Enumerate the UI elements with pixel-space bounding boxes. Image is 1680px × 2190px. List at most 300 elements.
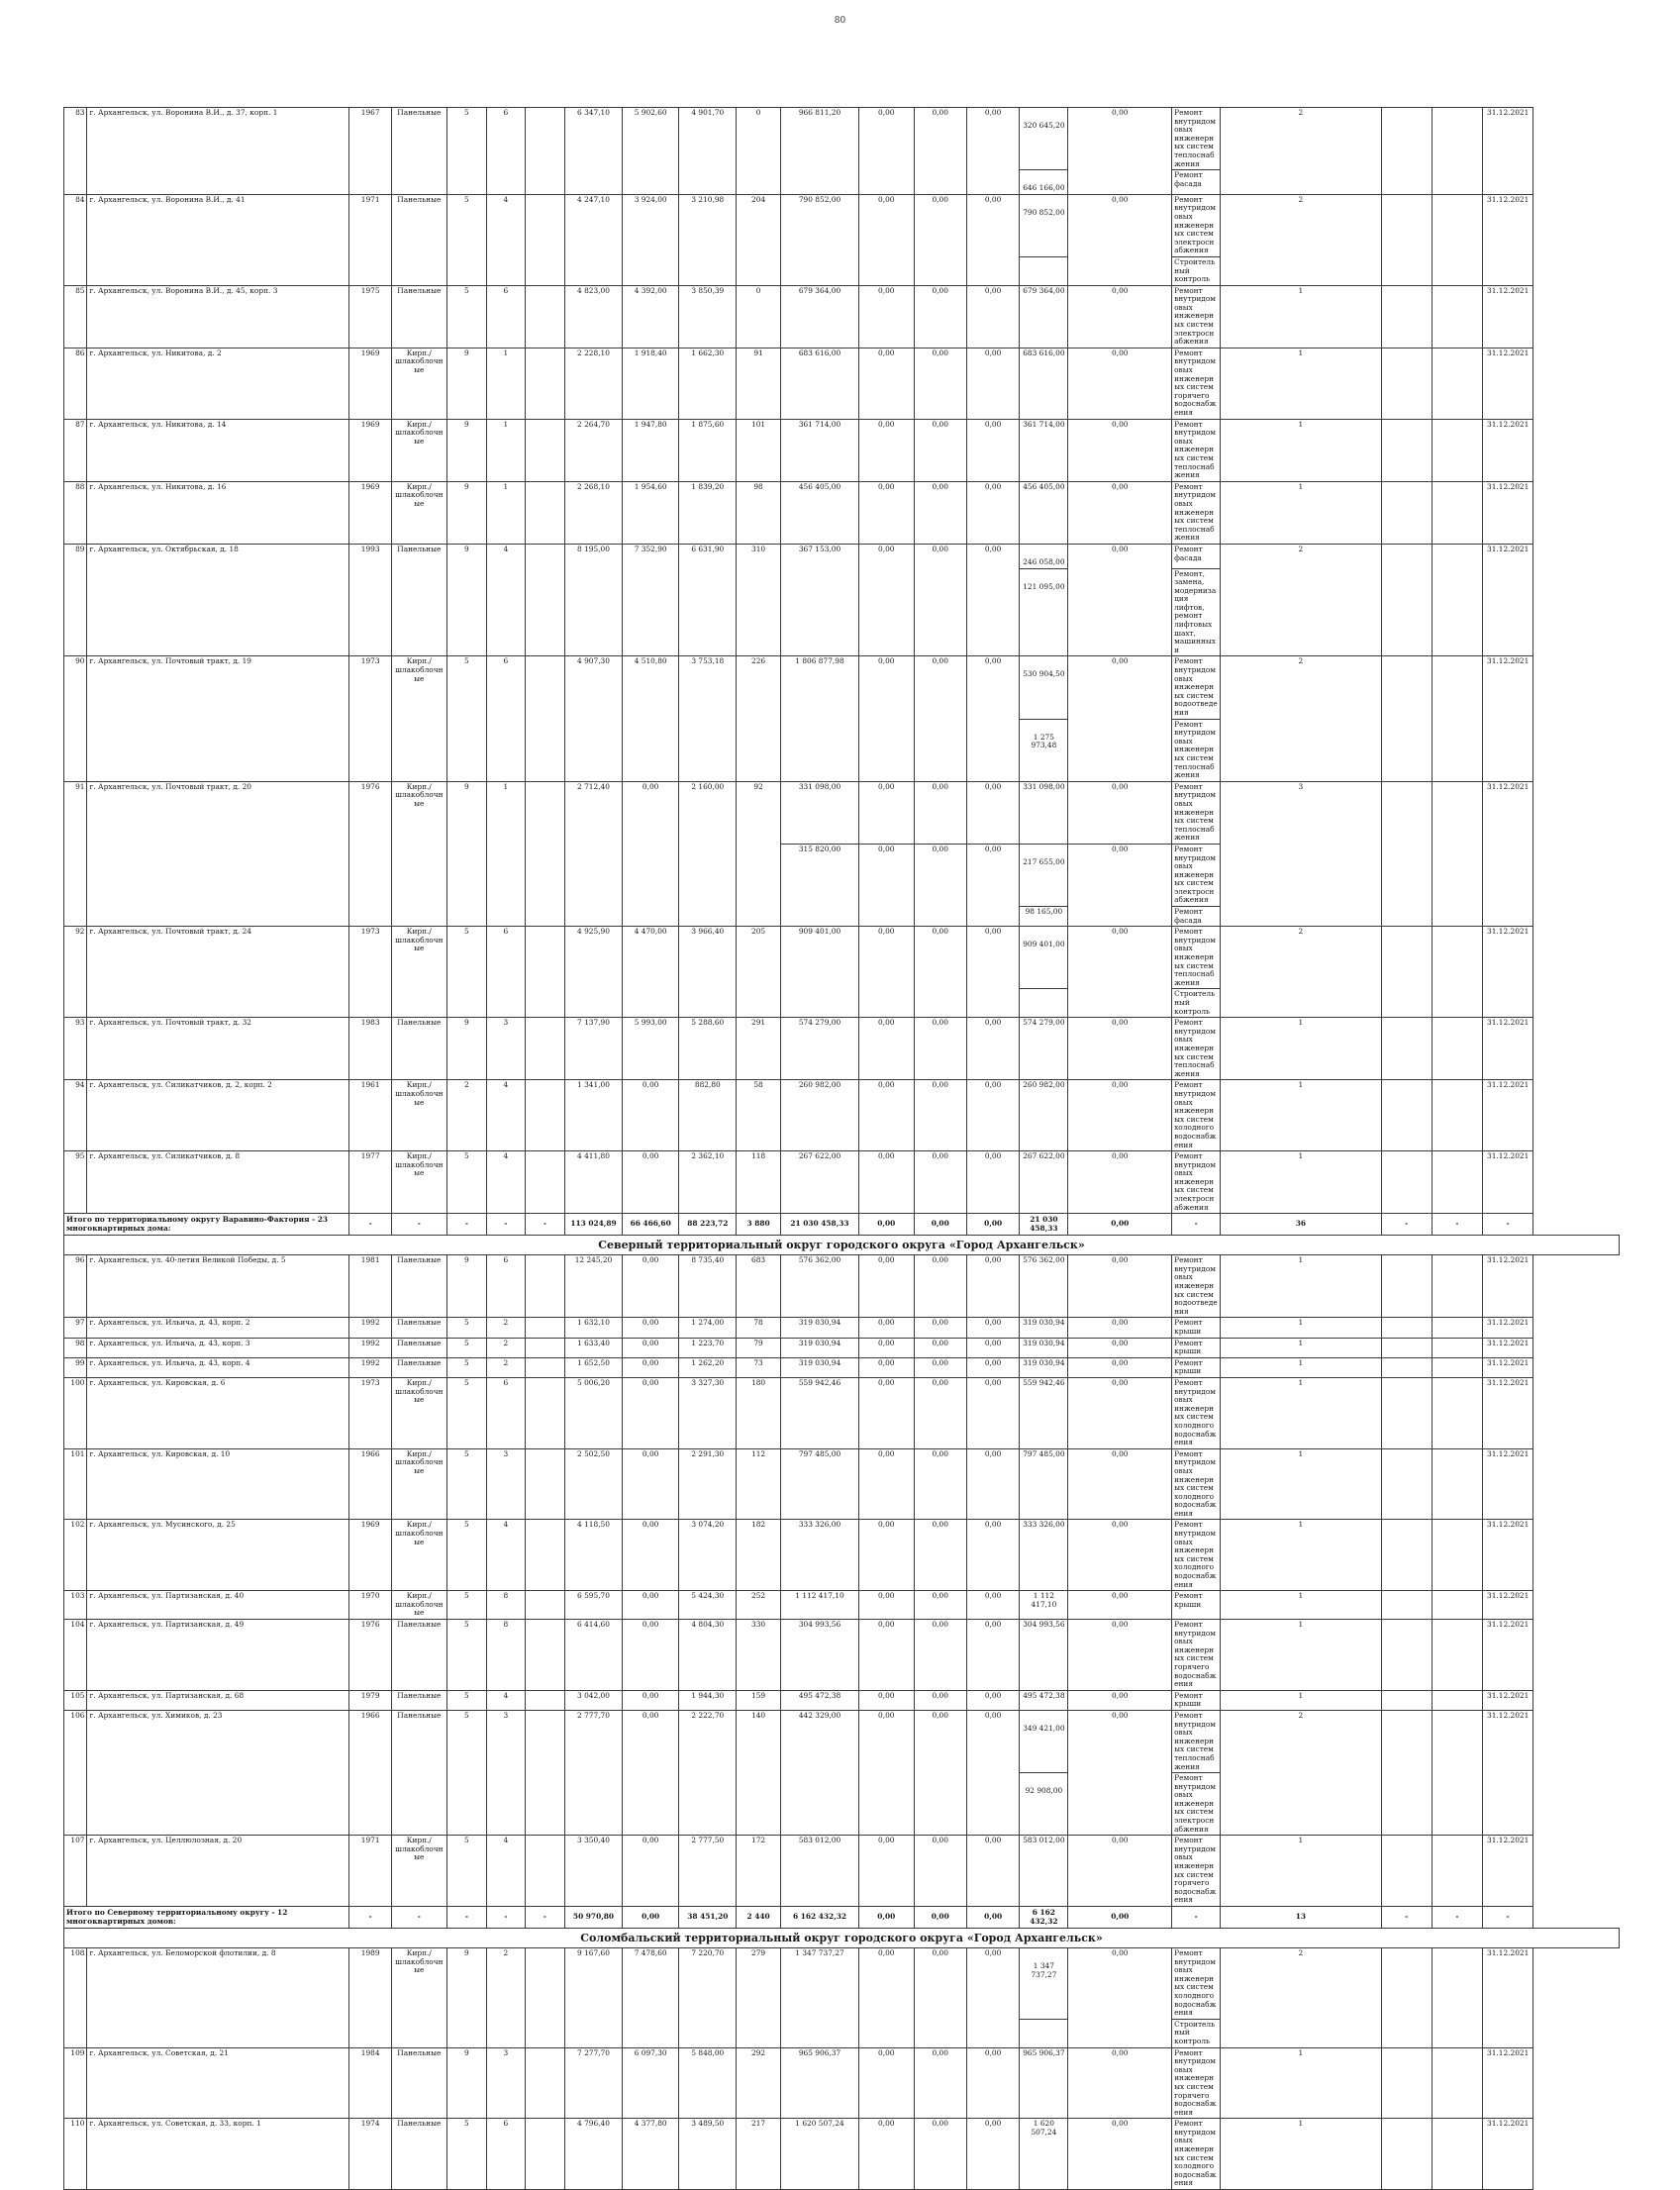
residents-cell: 292 bbox=[737, 2047, 781, 2119]
other-funds-cell: 0,00 bbox=[1068, 108, 1172, 195]
blank-cell bbox=[525, 1448, 565, 1520]
blank-cell bbox=[1432, 1318, 1482, 1338]
total-area-cell: 8 195,00 bbox=[565, 544, 623, 656]
owner-funds-cell: 98 165,00 bbox=[1020, 907, 1068, 927]
dash-cell: - bbox=[446, 1214, 487, 1236]
owner-funds-cell: 790 852,00 bbox=[1020, 194, 1068, 256]
dash-cell: - bbox=[1432, 1214, 1482, 1236]
floors-cell: 9 bbox=[446, 348, 487, 419]
build-year-cell: 1969 bbox=[349, 419, 392, 481]
other-funds-cell: 0,00 bbox=[1068, 1690, 1172, 1710]
blank-cell bbox=[1432, 1591, 1482, 1620]
build-year-cell: 1961 bbox=[349, 1080, 392, 1151]
total-fund-cell: 0,00 bbox=[914, 1907, 966, 1929]
blank-cell bbox=[1381, 1318, 1432, 1338]
fund-federal-cell: 0,00 bbox=[859, 1318, 915, 1338]
area-owned-cell: 2 362,10 bbox=[679, 1151, 737, 1214]
wall-material-cell: Кирп./ шлакоблочные bbox=[392, 1591, 447, 1620]
row-number-cell: 83 bbox=[64, 108, 87, 195]
total-area-cell: 4 925,90 bbox=[565, 927, 623, 1018]
other-funds-cell: 0,00 bbox=[1068, 194, 1172, 285]
floors-cell: 5 bbox=[446, 1710, 487, 1835]
blank-cell bbox=[525, 2119, 565, 2190]
area-owned-cell: 2 222,70 bbox=[679, 1710, 737, 1835]
fund-local-cell: 0,00 bbox=[966, 1690, 1019, 1710]
entrances-cell: 6 bbox=[487, 108, 525, 195]
owner-funds-cell: 1 275 973,48 bbox=[1020, 719, 1068, 781]
table-row bbox=[64, 1836, 1620, 1907]
total-fund-cell: 0,00 bbox=[966, 1907, 1019, 1929]
deadline-cell: 31.12.2021 bbox=[1483, 348, 1533, 419]
owner-funds-cell: 495 472,38 bbox=[1020, 1690, 1068, 1710]
table-row bbox=[64, 1357, 1620, 1377]
owner-funds-cell: 260 982,00 bbox=[1020, 1080, 1068, 1151]
row-number-cell: 103 bbox=[64, 1591, 87, 1620]
address-cell: г. Архангельск, ул. 40-летия Великой Победы, д. 5 bbox=[87, 1255, 349, 1318]
work-count-cell: 2 bbox=[1221, 927, 1381, 1018]
build-year-cell: 1969 bbox=[349, 348, 392, 419]
deadline-cell: 31.12.2021 bbox=[1483, 1948, 1533, 2048]
entrances-cell: 8 bbox=[487, 1620, 525, 1691]
address-cell: г. Архангельск, ул. Ильича, д. 43, корп. 4 bbox=[87, 1357, 349, 1377]
area-living-cell: 0,00 bbox=[622, 1255, 679, 1318]
residents-cell: 182 bbox=[737, 1520, 781, 1591]
residents-cell: 205 bbox=[737, 927, 781, 1018]
build-year-cell: 1969 bbox=[349, 481, 392, 544]
address-cell: г. Архангельск, ул. Никитова, д. 14 bbox=[87, 419, 349, 481]
address-cell: г. Архангельск, ул. Почтовый тракт, д. 19 bbox=[87, 656, 349, 781]
work-type-cell: Ремонт внутридомовых инженерных систем горячего водоснабжения bbox=[1172, 1836, 1221, 1907]
blank-cell bbox=[1432, 108, 1482, 195]
floors-cell: 5 bbox=[446, 1151, 487, 1214]
total-area-cell: 1 632,10 bbox=[565, 1318, 623, 1338]
area-living-cell: 0,00 bbox=[622, 781, 679, 927]
total-area-cell: 4 907,30 bbox=[565, 656, 623, 781]
build-year-cell: 1967 bbox=[349, 108, 392, 195]
work-type-cell: Ремонт внутридомовых инженерных систем электроснабжения bbox=[1172, 1773, 1221, 1836]
other-funds-cell: 0,00 bbox=[1068, 544, 1172, 656]
total-area-cell: 4 118,50 bbox=[565, 1520, 623, 1591]
build-year-cell: 1993 bbox=[349, 544, 392, 656]
area-owned-cell: 1 223,70 bbox=[679, 1338, 737, 1357]
table-row bbox=[64, 481, 1620, 544]
wall-material-cell: Кирп./ шлакоблочные bbox=[392, 419, 447, 481]
fund-local-cell: 0,00 bbox=[966, 1318, 1019, 1338]
wall-material-cell: Панельные bbox=[392, 194, 447, 285]
blank-cell bbox=[1381, 481, 1432, 544]
row-number-cell: 110 bbox=[64, 2119, 87, 2190]
deadline-cell: 31.12.2021 bbox=[1483, 1710, 1533, 1835]
owner-funds-cell: 1 112 417,10 bbox=[1020, 1591, 1068, 1620]
work-type-cell: Ремонт внутридомовых инженерных систем теплоснабжения bbox=[1172, 927, 1221, 989]
dash-cell: - bbox=[446, 1907, 487, 1929]
residents-cell: 58 bbox=[737, 1080, 781, 1151]
area-owned-cell: 4 804,30 bbox=[679, 1620, 737, 1691]
blank-cell bbox=[525, 1255, 565, 1318]
repair-cost-cell: 319 030,94 bbox=[780, 1357, 858, 1377]
total-area-cell: 2 264,70 bbox=[565, 419, 623, 481]
work-type-cell: Ремонт крыши bbox=[1172, 1318, 1221, 1338]
wall-material-cell: Панельные bbox=[392, 1318, 447, 1338]
fund-federal-cell: 0,00 bbox=[859, 2119, 915, 2190]
floors-cell: 5 bbox=[446, 1520, 487, 1591]
row-number-cell: 108 bbox=[64, 1948, 87, 2048]
address-cell: г. Архангельск, ул. Силикатчиков, д. 8 bbox=[87, 1151, 349, 1214]
wall-material-cell: Панельные bbox=[392, 1620, 447, 1691]
area-owned-cell: 3 489,50 bbox=[679, 2119, 737, 2190]
row-number-cell: 99 bbox=[64, 1357, 87, 1377]
blank-cell bbox=[1381, 419, 1432, 481]
table-row bbox=[64, 1620, 1620, 1691]
blank-cell bbox=[1432, 656, 1482, 781]
owner-funds-cell: 1 347 737,27 bbox=[1020, 1948, 1068, 2020]
area-owned-cell: 3 753,18 bbox=[679, 656, 737, 781]
fund-federal-cell: 0,00 bbox=[859, 1357, 915, 1377]
entrances-cell: 6 bbox=[487, 927, 525, 1018]
work-type-cell: Ремонт внутридомовых инженерных систем теплоснабжения bbox=[1172, 781, 1221, 844]
table-row bbox=[64, 1255, 1620, 1318]
area-owned-cell: 2 291,30 bbox=[679, 1448, 737, 1520]
row-number-cell: 86 bbox=[64, 348, 87, 419]
build-year-cell: 1984 bbox=[349, 2047, 392, 2119]
owner-funds-cell: 304 993,56 bbox=[1020, 1620, 1068, 1691]
wall-material-cell: Кирп./ шлакоблочные bbox=[392, 656, 447, 781]
total-cost-cell: 21 030 458,33 bbox=[780, 1214, 858, 1236]
row-number-cell: 109 bbox=[64, 2047, 87, 2119]
work-type-cell: Строительный контроль bbox=[1172, 256, 1221, 285]
residents-cell: 159 bbox=[737, 1690, 781, 1710]
table-row bbox=[64, 1338, 1620, 1357]
work-count-cell: 2 bbox=[1221, 1710, 1381, 1835]
fund-local-cell: 0,00 bbox=[966, 1591, 1019, 1620]
total-other-funds-cell: 0,00 bbox=[1068, 1907, 1172, 1929]
deadline-cell: 31.12.2021 bbox=[1483, 1357, 1533, 1377]
floors-cell: 5 bbox=[446, 285, 487, 348]
work-count-cell: 1 bbox=[1221, 1151, 1381, 1214]
entrances-cell: 6 bbox=[487, 1377, 525, 1448]
fund-local-cell: 0,00 bbox=[966, 844, 1019, 926]
blank-cell bbox=[1381, 1448, 1432, 1520]
blank-cell bbox=[1381, 194, 1432, 285]
total-area-cell: 3 042,00 bbox=[565, 1690, 623, 1710]
wall-material-cell: Панельные bbox=[392, 544, 447, 656]
fund-federal-cell: 0,00 bbox=[859, 348, 915, 419]
row-number-cell: 96 bbox=[64, 1255, 87, 1318]
total-area-cell: 2 228,10 bbox=[565, 348, 623, 419]
work-count-cell: 2 bbox=[1221, 656, 1381, 781]
fund-regional-cell: 0,00 bbox=[914, 927, 966, 1018]
address-cell: г. Архангельск, ул. Партизанская, д. 49 bbox=[87, 1620, 349, 1691]
work-count-cell: 1 bbox=[1221, 1620, 1381, 1691]
work-count-cell: 1 bbox=[1221, 1255, 1381, 1318]
repair-cost-cell: 965 906,37 bbox=[780, 2047, 858, 2119]
build-year-cell: 1966 bbox=[349, 1710, 392, 1835]
address-cell: г. Архангельск, ул. Советская, д. 33, корп. 1 bbox=[87, 2119, 349, 2190]
blank-cell bbox=[1381, 1836, 1432, 1907]
wall-material-cell: Панельные bbox=[392, 2047, 447, 2119]
residents-cell: 172 bbox=[737, 1836, 781, 1907]
repair-cost-cell: 583 012,00 bbox=[780, 1836, 858, 1907]
deadline-cell: 31.12.2021 bbox=[1483, 781, 1533, 927]
deadline-cell: 31.12.2021 bbox=[1483, 419, 1533, 481]
page-number: 80 bbox=[834, 16, 846, 26]
wall-material-cell: Панельные bbox=[392, 1710, 447, 1835]
deadline-cell: 31.12.2021 bbox=[1483, 1080, 1533, 1151]
work-count-cell: 2 bbox=[1221, 194, 1381, 285]
area-owned-cell: 8 735,40 bbox=[679, 1255, 737, 1318]
residents-cell: 252 bbox=[737, 1591, 781, 1620]
blank-cell bbox=[1432, 481, 1482, 544]
fund-federal-cell: 0,00 bbox=[859, 781, 915, 844]
repair-cost-cell: 966 811,20 bbox=[780, 108, 858, 195]
fund-federal-cell: 0,00 bbox=[859, 927, 915, 1018]
entrances-cell: 1 bbox=[487, 419, 525, 481]
floors-cell: 9 bbox=[446, 781, 487, 927]
entrances-cell: 6 bbox=[487, 1255, 525, 1318]
work-type-cell: Ремонт крыши bbox=[1172, 1357, 1221, 1377]
blank-cell bbox=[1381, 1948, 1432, 2048]
table-row bbox=[64, 194, 1620, 256]
entrances-cell: 2 bbox=[487, 1357, 525, 1377]
floors-cell: 9 bbox=[446, 2047, 487, 2119]
address-cell: г. Архангельск, ул. Почтовый тракт, д. 20 bbox=[87, 781, 349, 927]
table-row bbox=[64, 781, 1620, 844]
owner-funds-cell: 646 166,00 bbox=[1020, 170, 1068, 195]
entrances-cell: 4 bbox=[487, 1836, 525, 1907]
other-funds-cell: 0,00 bbox=[1068, 481, 1172, 544]
repair-cost-cell: 315 820,00 bbox=[780, 844, 858, 926]
total-fund-cell: 0,00 bbox=[859, 1907, 915, 1929]
total-area-cell: 3 350,40 bbox=[565, 1836, 623, 1907]
work-type-cell: Ремонт внутридомовых инженерных систем теплоснабжения bbox=[1172, 481, 1221, 544]
table-row bbox=[64, 1377, 1620, 1448]
residents-cell: 73 bbox=[737, 1357, 781, 1377]
build-year-cell: 1992 bbox=[349, 1318, 392, 1338]
blank-cell bbox=[1381, 1620, 1432, 1691]
work-type-cell: Ремонт внутридомовых инженерных систем теплоснабжения bbox=[1172, 419, 1221, 481]
blank-cell bbox=[525, 656, 565, 781]
blank-cell bbox=[1432, 1255, 1482, 1318]
fund-federal-cell: 0,00 bbox=[859, 194, 915, 285]
total-area-cell: 2 712,40 bbox=[565, 781, 623, 927]
wall-material-cell: Панельные bbox=[392, 1357, 447, 1377]
blank-cell bbox=[525, 1710, 565, 1835]
residents-cell: 279 bbox=[737, 1948, 781, 2048]
address-cell: г. Архангельск, ул. Почтовый тракт, д. 32 bbox=[87, 1018, 349, 1080]
build-year-cell: 1966 bbox=[349, 1448, 392, 1520]
deadline-cell: 31.12.2021 bbox=[1483, 1018, 1533, 1080]
address-cell: г. Архангельск, ул. Воронина В.И., д. 41 bbox=[87, 194, 349, 285]
row-number-cell: 88 bbox=[64, 481, 87, 544]
residents-cell: 310 bbox=[737, 544, 781, 656]
area-living-cell: 4 392,00 bbox=[622, 285, 679, 348]
work-count-cell: 1 bbox=[1221, 2119, 1381, 2190]
work-type-cell: Ремонт внутридомовых инженерных систем электроснабжения bbox=[1172, 194, 1221, 256]
repair-cost-cell: 790 852,00 bbox=[780, 194, 858, 285]
total-area-cell: 2 502,50 bbox=[565, 1448, 623, 1520]
address-cell: г. Архангельск, ул. Советская, д. 21 bbox=[87, 2047, 349, 2119]
other-funds-cell: 0,00 bbox=[1068, 1151, 1172, 1214]
total-cost-cell: 6 162 432,32 bbox=[780, 1907, 858, 1929]
owner-funds-cell: 320 645,20 bbox=[1020, 108, 1068, 170]
total-area-cell: 4 411,80 bbox=[565, 1151, 623, 1214]
other-funds-cell: 0,00 bbox=[1068, 844, 1172, 926]
other-funds-cell: 0,00 bbox=[1068, 781, 1172, 844]
fund-local-cell: 0,00 bbox=[966, 1710, 1019, 1835]
row-number-cell: 101 bbox=[64, 1448, 87, 1520]
fund-regional-cell: 0,00 bbox=[914, 1377, 966, 1448]
blank-cell bbox=[1432, 1357, 1482, 1377]
work-count-cell: 1 bbox=[1221, 2047, 1381, 2119]
build-year-cell: 1977 bbox=[349, 1151, 392, 1214]
total-area-cell: 6 347,10 bbox=[565, 108, 623, 195]
build-year-cell: 1976 bbox=[349, 781, 392, 927]
entrances-cell: 6 bbox=[487, 285, 525, 348]
deadline-cell: 31.12.2021 bbox=[1483, 1620, 1533, 1691]
dash-cell: - bbox=[349, 1907, 392, 1929]
owner-funds-cell: 574 279,00 bbox=[1020, 1018, 1068, 1080]
fund-regional-cell: 0,00 bbox=[914, 285, 966, 348]
section-title-cell: Соломбальский территориальный округ городского округа «Город Архангельск» bbox=[64, 1929, 1620, 1948]
total-area-cell: 9 167,60 bbox=[565, 1948, 623, 2048]
fund-regional-cell: 0,00 bbox=[914, 1338, 966, 1357]
work-type-cell: Ремонт внутридомовых инженерных систем электроснабжения bbox=[1172, 1151, 1221, 1214]
build-year-cell: 1979 bbox=[349, 1690, 392, 1710]
total-area-cell: 1 341,00 bbox=[565, 1080, 623, 1151]
build-year-cell: 1981 bbox=[349, 1255, 392, 1318]
repair-cost-cell: 909 401,00 bbox=[780, 927, 858, 1018]
table-row bbox=[64, 2047, 1620, 2119]
other-funds-cell: 0,00 bbox=[1068, 1080, 1172, 1151]
area-living-cell: 0,00 bbox=[622, 1080, 679, 1151]
fund-regional-cell: 0,00 bbox=[914, 1620, 966, 1691]
owner-funds-cell: 679 364,00 bbox=[1020, 285, 1068, 348]
work-type-cell: Ремонт внутридомовых инженерных систем теплоснабжения bbox=[1172, 108, 1221, 170]
blank-cell bbox=[525, 1377, 565, 1448]
blank-cell bbox=[1432, 2047, 1482, 2119]
other-funds-cell: 0,00 bbox=[1068, 656, 1172, 781]
fund-local-cell: 0,00 bbox=[966, 108, 1019, 195]
repair-cost-cell: 331 098,00 bbox=[780, 781, 858, 844]
row-number-cell: 105 bbox=[64, 1690, 87, 1710]
total-area-cell: 7 137,90 bbox=[565, 1018, 623, 1080]
fund-regional-cell: 0,00 bbox=[914, 656, 966, 781]
fund-local-cell: 0,00 bbox=[966, 1151, 1019, 1214]
other-funds-cell: 0,00 bbox=[1068, 2047, 1172, 2119]
area-owned-cell: 3 966,40 bbox=[679, 927, 737, 1018]
work-count-cell: 1 bbox=[1221, 1591, 1381, 1620]
blank-cell bbox=[525, 285, 565, 348]
work-type-cell: Ремонт внутридомовых инженерных систем теплоснабжения bbox=[1172, 1018, 1221, 1080]
area-owned-cell: 1 839,20 bbox=[679, 481, 737, 544]
total-area-cell: 7 277,70 bbox=[565, 2047, 623, 2119]
work-type-cell: Ремонт крыши bbox=[1172, 1338, 1221, 1357]
work-count-cell: 1 bbox=[1221, 1318, 1381, 1338]
fund-federal-cell: 0,00 bbox=[859, 481, 915, 544]
fund-federal-cell: 0,00 bbox=[859, 1591, 915, 1620]
row-number-cell: 107 bbox=[64, 1836, 87, 1907]
blank-cell bbox=[1432, 348, 1482, 419]
area-living-cell: 5 993,00 bbox=[622, 1018, 679, 1080]
entrances-cell: 4 bbox=[487, 1690, 525, 1710]
other-funds-cell: 0,00 bbox=[1068, 1318, 1172, 1338]
total-row bbox=[64, 1907, 1620, 1929]
area-owned-cell: 3 850,39 bbox=[679, 285, 737, 348]
dash-cell: - bbox=[349, 1214, 392, 1236]
fund-federal-cell: 0,00 bbox=[859, 1377, 915, 1448]
address-cell: г. Архангельск, ул. Партизанская, д. 68 bbox=[87, 1690, 349, 1710]
other-funds-cell: 0,00 bbox=[1068, 419, 1172, 481]
floors-cell: 5 bbox=[446, 194, 487, 285]
fund-federal-cell: 0,00 bbox=[859, 844, 915, 926]
other-funds-cell: 0,00 bbox=[1068, 1357, 1172, 1377]
blank-cell bbox=[1381, 656, 1432, 781]
deadline-cell: 31.12.2021 bbox=[1483, 544, 1533, 656]
owner-funds-cell: 333 326,00 bbox=[1020, 1520, 1068, 1591]
blank-cell bbox=[525, 927, 565, 1018]
work-count-cell: 1 bbox=[1221, 481, 1381, 544]
area-living-cell: 0,00 bbox=[622, 1710, 679, 1835]
total-area-owned-cell: 38 451,20 bbox=[679, 1907, 737, 1929]
total-area-cell: 6 595,70 bbox=[565, 1591, 623, 1620]
area-living-cell: 3 924,00 bbox=[622, 194, 679, 285]
address-cell: г. Архангельск, ул. Никитова, д. 2 bbox=[87, 348, 349, 419]
blank-cell bbox=[525, 1318, 565, 1338]
fund-local-cell: 0,00 bbox=[966, 927, 1019, 1018]
repair-cost-cell: 559 942,46 bbox=[780, 1377, 858, 1448]
repair-cost-cell: 260 982,00 bbox=[780, 1080, 858, 1151]
table-row bbox=[64, 1448, 1620, 1520]
work-type-cell: Ремонт крыши bbox=[1172, 1690, 1221, 1710]
address-cell: г. Архангельск, ул. Октябрьская, д. 18 bbox=[87, 544, 349, 656]
fund-local-cell: 0,00 bbox=[966, 1080, 1019, 1151]
row-number-cell: 91 bbox=[64, 781, 87, 927]
area-owned-cell: 1 875,60 bbox=[679, 419, 737, 481]
owner-funds-cell: 319 030,94 bbox=[1020, 1318, 1068, 1338]
blank-cell bbox=[1381, 1151, 1432, 1214]
fund-regional-cell: 0,00 bbox=[914, 1591, 966, 1620]
repair-cost-cell: 576 362,00 bbox=[780, 1255, 858, 1318]
area-living-cell: 0,00 bbox=[622, 1151, 679, 1214]
blank-cell bbox=[525, 1018, 565, 1080]
entrances-cell: 4 bbox=[487, 1151, 525, 1214]
fund-local-cell: 0,00 bbox=[966, 656, 1019, 781]
owner-funds-cell: 909 401,00 bbox=[1020, 927, 1068, 989]
build-year-cell: 1983 bbox=[349, 1018, 392, 1080]
fund-regional-cell: 0,00 bbox=[914, 2119, 966, 2190]
total-area-cell: 6 414,60 bbox=[565, 1620, 623, 1691]
blank-cell bbox=[525, 481, 565, 544]
blank-cell bbox=[1432, 194, 1482, 285]
fund-federal-cell: 0,00 bbox=[859, 2047, 915, 2119]
area-living-cell: 5 902,60 bbox=[622, 108, 679, 195]
table-row bbox=[64, 285, 1620, 348]
blank-cell bbox=[1381, 285, 1432, 348]
fund-local-cell: 0,00 bbox=[966, 285, 1019, 348]
repair-cost-cell: 797 485,00 bbox=[780, 1448, 858, 1520]
wall-material-cell: Кирп./ шлакоблочные bbox=[392, 348, 447, 419]
address-cell: г. Архангельск, ул. Воронина В.И., д. 37, корп. 1 bbox=[87, 108, 349, 195]
other-funds-cell: 0,00 bbox=[1068, 285, 1172, 348]
floors-cell: 9 bbox=[446, 1255, 487, 1318]
total-row bbox=[64, 1214, 1620, 1236]
build-year-cell: 1970 bbox=[349, 1591, 392, 1620]
floors-cell: 5 bbox=[446, 927, 487, 1018]
blank-cell bbox=[1381, 544, 1432, 656]
blank-cell bbox=[525, 2047, 565, 2119]
repair-cost-cell: 1 806 877,98 bbox=[780, 656, 858, 781]
other-funds-cell: 0,00 bbox=[1068, 1948, 1172, 2048]
